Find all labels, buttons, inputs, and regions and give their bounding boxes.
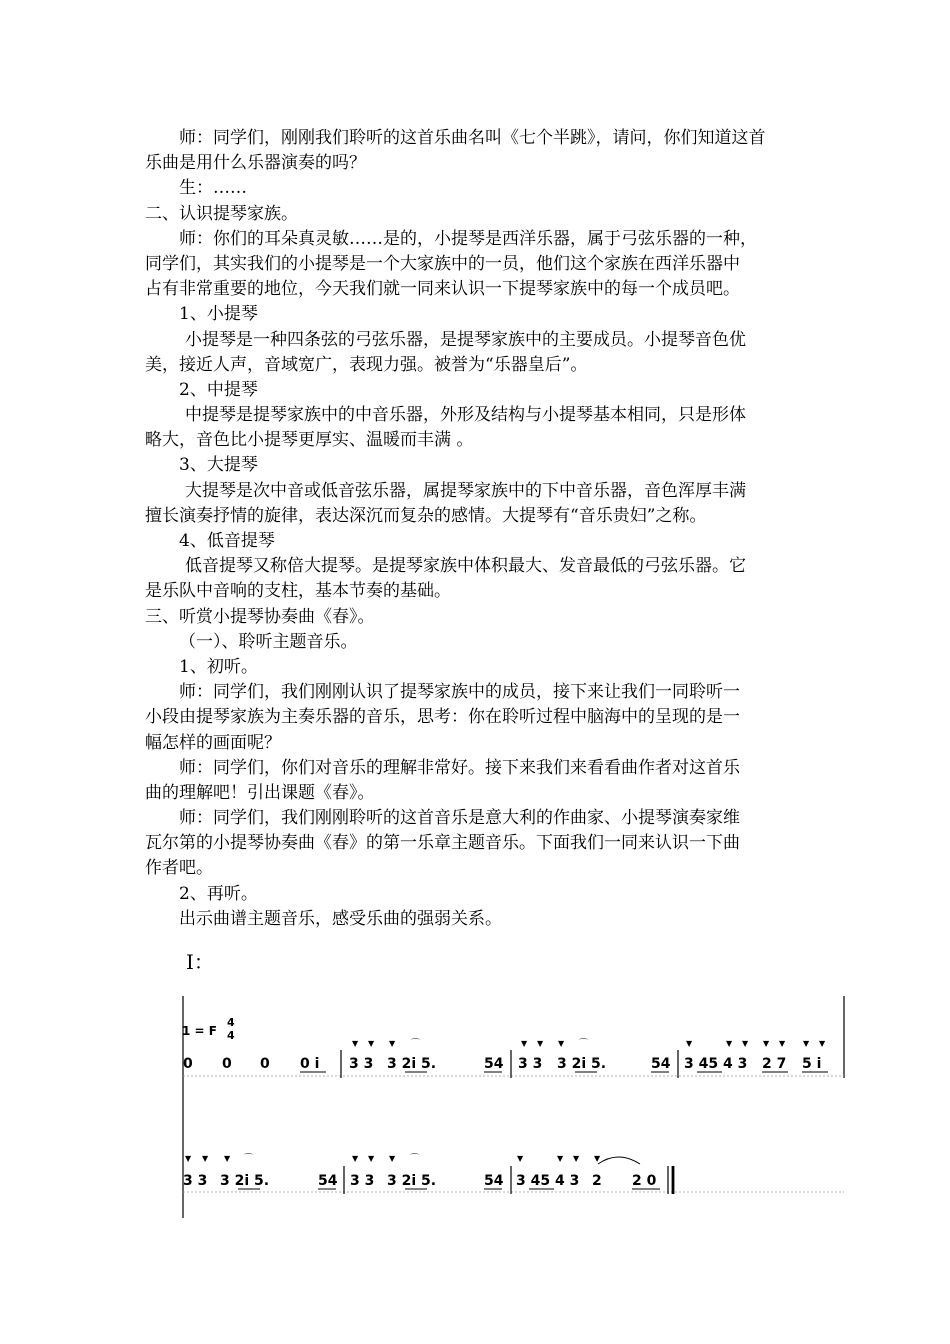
text-line: 1、小提琴 bbox=[179, 304, 258, 325]
text-line: 4、低音提琴 bbox=[179, 531, 275, 551]
text-line: 生：…… bbox=[179, 178, 247, 199]
svg-text:▼: ▼ bbox=[726, 1039, 733, 1048]
svg-text:⌒: ⌒ bbox=[244, 1154, 254, 1164]
note: 3 2i 5. bbox=[387, 1173, 437, 1189]
note: 3 3 bbox=[518, 1056, 543, 1072]
accent-marks bbox=[352, 1038, 826, 1049]
svg-text:▼: ▼ bbox=[202, 1154, 209, 1163]
svg-text:▼: ▼ bbox=[742, 1039, 749, 1048]
note: 0 bbox=[183, 1056, 193, 1072]
note: 3 2i 5. bbox=[557, 1056, 607, 1072]
text-line: 低音提琴又称倍大提琴。是提琴家族中体积最大、发音最低的弓弦乐器。它 bbox=[185, 556, 746, 577]
note: 3 2i 5. bbox=[387, 1056, 437, 1072]
svg-text:▼: ▼ bbox=[819, 1039, 826, 1048]
svg-text:▼: ▼ bbox=[352, 1154, 359, 1163]
svg-text:▼: ▼ bbox=[558, 1039, 565, 1048]
svg-text:⌒: ⌒ bbox=[411, 1039, 421, 1049]
time-sig-bottom: 4 bbox=[227, 1029, 235, 1042]
note: 2 0 bbox=[632, 1173, 657, 1189]
text-line: 同学们，其实我们的小提琴是一个大家族中的一员，他们这个家族在西洋乐器中 bbox=[145, 253, 740, 274]
text-line: 作者吧。 bbox=[145, 858, 213, 879]
svg-text:▼: ▼ bbox=[389, 1154, 396, 1163]
note: 54 bbox=[484, 1173, 504, 1189]
svg-text:▼: ▼ bbox=[368, 1039, 375, 1048]
text-line: 幅怎样的画面呢？ bbox=[145, 732, 281, 753]
svg-text:⌒: ⌒ bbox=[410, 1154, 420, 1164]
text-line: 乐曲是用什么乐器演奏的吗？ bbox=[145, 153, 366, 174]
text-line: 是乐队中音响的支柱，基本节奏的基础。 bbox=[145, 581, 451, 602]
svg-text:▼: ▼ bbox=[686, 1039, 693, 1048]
note: 3 3 bbox=[183, 1173, 208, 1189]
tie-arc bbox=[598, 1157, 640, 1164]
note: 5 i bbox=[802, 1056, 822, 1072]
text-line: 1、初听。 bbox=[179, 656, 258, 677]
text-line: 3、大提琴 bbox=[179, 455, 258, 476]
text-line: 三、听赏小提琴协奏曲《春》。 bbox=[145, 606, 375, 627]
svg-text:▼: ▼ bbox=[517, 1154, 524, 1163]
score-row-1 bbox=[183, 1038, 828, 1078]
note: 0 bbox=[222, 1056, 232, 1072]
note: 54 bbox=[484, 1056, 504, 1072]
text-line: 中提琴是提琴家族中的中音乐器，外形及结构与小提琴基本相同，只是形体 bbox=[185, 405, 746, 426]
note: 54 bbox=[318, 1173, 338, 1189]
note: 3 45 4 3 bbox=[684, 1056, 748, 1072]
text-line: 师：同学们，我们刚刚聆听的这首音乐是意大利的作曲家、小提琴演奏家维 bbox=[179, 808, 740, 829]
svg-text:⌒: ⌒ bbox=[579, 1039, 589, 1049]
svg-text:▼: ▼ bbox=[573, 1154, 580, 1163]
svg-text:▼: ▼ bbox=[185, 1154, 192, 1163]
note: 0 i bbox=[300, 1056, 320, 1072]
svg-text:▼: ▼ bbox=[557, 1154, 564, 1163]
time-sig-top: 4 bbox=[227, 1016, 235, 1029]
text-line: 二、认识提琴家族。 bbox=[145, 203, 298, 224]
text-line: 略大，音色比小提琴更厚实、温暖而丰满 。 bbox=[145, 430, 474, 451]
text-line: 小提琴是一种四条弦的弓弦乐器，是提琴家族中的主要成员。小提琴音色优 bbox=[185, 329, 746, 350]
text-line: 出示曲谱主题音乐，感受乐曲的强弱关系。 bbox=[179, 908, 502, 929]
text-line: 曲的理解吧！引出课题《春》。 bbox=[145, 782, 375, 803]
score-row-2 bbox=[183, 1153, 673, 1194]
svg-text:▼: ▼ bbox=[779, 1039, 786, 1048]
svg-text:▼: ▼ bbox=[368, 1154, 375, 1163]
svg-text:▼: ▼ bbox=[803, 1039, 810, 1048]
text-line: 2、再听。 bbox=[179, 883, 258, 904]
note: 3 3 bbox=[349, 1056, 374, 1072]
text-line: 大提琴是次中音或低音弦乐器，属提琴家族中的下中音乐器，音色浑厚丰满 bbox=[185, 480, 746, 501]
text-line: 师：同学们，我们刚刚认识了提琴家族中的成员，接下来让我们一同聆听一 bbox=[179, 682, 740, 703]
note: 0 bbox=[260, 1056, 270, 1072]
text-line: 小段由提琴家族为主奏乐器的音乐，思考：你在聆听过程中脑海中的呈现的是一 bbox=[145, 707, 740, 728]
text-line: 师：你们的耳朵真灵敏……是的，小提琴是西洋乐器，属于弓弦乐器的一种， bbox=[179, 228, 757, 249]
text-line: 师：同学们，你们对音乐的理解非常好。接下来我们来看看曲作者对这首乐 bbox=[179, 757, 740, 778]
svg-text:▼: ▼ bbox=[537, 1039, 544, 1048]
text-line: 擅长演奏抒情的旋律，表达深沉而复杂的感情。大提琴有“音乐贵妇”之称。 bbox=[145, 505, 707, 526]
text-line: 2、中提琴 bbox=[179, 379, 258, 400]
text-line: 师：同学们，刚刚我们聆听的这首乐曲名叫《七个半跳》，请问，你们知道这首 bbox=[179, 128, 766, 148]
text-line: 占有非常重要的地位，今天我们就一同来认识一下提琴家族中的每一个成员吧。 bbox=[145, 279, 740, 300]
note: 2 bbox=[592, 1173, 602, 1189]
accent-marks bbox=[185, 1153, 601, 1164]
note: 3 2i 5. bbox=[220, 1173, 270, 1189]
section-label: Ⅰ： bbox=[186, 950, 214, 974]
svg-text:▼: ▼ bbox=[594, 1154, 601, 1163]
note: 3 45 4 3 bbox=[516, 1173, 580, 1189]
svg-text:▼: ▼ bbox=[389, 1039, 396, 1048]
text-line: 美，接近人声，音域宽广，表现力强。被誉为“乐器皇后”。 bbox=[145, 354, 588, 375]
key-signature: 1 = F bbox=[182, 1024, 217, 1038]
svg-text:▼: ▼ bbox=[763, 1039, 770, 1048]
svg-text:▼: ▼ bbox=[352, 1039, 359, 1048]
svg-text:▼: ▼ bbox=[521, 1039, 528, 1048]
note: 2 7 bbox=[762, 1056, 787, 1072]
text-line: 瓦尔第的小提琴协奏曲《春》的第一乐章主题音乐。下面我们一同来认识一下曲 bbox=[145, 833, 740, 854]
note: 54 bbox=[651, 1056, 671, 1072]
note: 3 3 bbox=[350, 1173, 375, 1189]
svg-text:▼: ▼ bbox=[224, 1154, 231, 1163]
text-line: （一）、聆听主题音乐。 bbox=[179, 631, 358, 652]
